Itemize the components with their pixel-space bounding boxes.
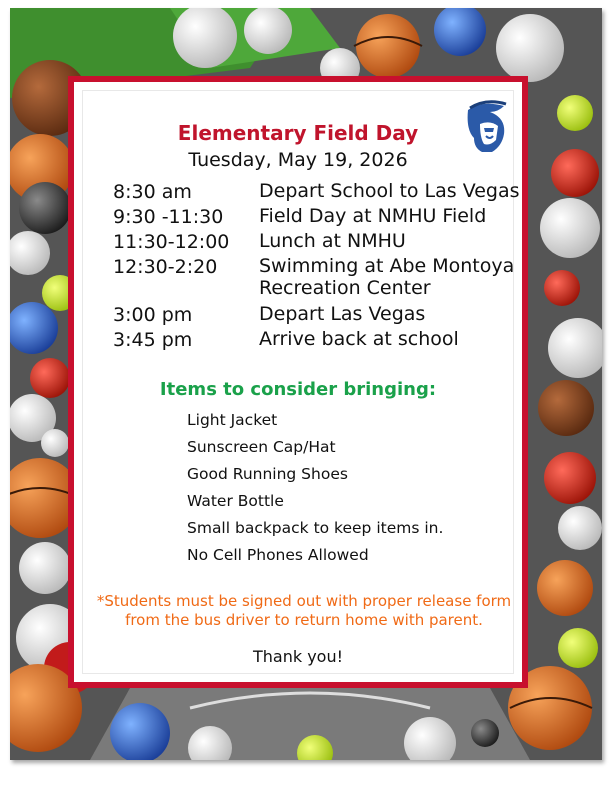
event-date: Tuesday, May 19, 2026 (188, 149, 408, 171)
list-item: Small backpack to keep items in. (187, 519, 444, 537)
schedule-event: Arrive back at school (259, 328, 459, 350)
schedule-time: 8:30 am (113, 181, 192, 203)
schedule-time: 3:00 pm (113, 304, 193, 326)
schedule-event: Lunch at NMHU (259, 230, 406, 252)
schedule-row (113, 328, 533, 353)
schedule-time: 3:45 pm (113, 329, 193, 351)
schedule-time: 12:30-2:20 (113, 256, 218, 278)
list-item: No Cell Phones Allowed (187, 546, 369, 564)
list-item: Light Jacket (187, 411, 278, 429)
schedule-time: 11:30-12:00 (113, 231, 230, 253)
schedule-row (113, 230, 533, 255)
schedule-time: 9:30 -11:30 (113, 206, 224, 228)
schedule-event: Swimming at Abe Montoya Recreation Center (259, 255, 515, 299)
list-item: Good Running Shoes (187, 465, 348, 483)
items-heading: Items to consider bringing: (159, 379, 437, 400)
schedule-event: Depart Las Vegas (259, 303, 426, 325)
schedule-row (113, 255, 533, 303)
schedule-event: Field Day at NMHU Field (259, 205, 487, 227)
schedule-row (113, 303, 533, 328)
items-list (187, 408, 443, 570)
release-note: *Students must be signed out with proper release form from the bus driver to return home with parent. (96, 592, 512, 629)
list-item: Sunscreen Cap/Hat (187, 438, 336, 456)
list-item: Water Bottle (187, 492, 284, 510)
schedule-row (113, 180, 533, 205)
schedule-list (113, 180, 533, 353)
closing-text: Thank you! (252, 647, 344, 666)
schedule-row (113, 205, 533, 230)
event-title: Elementary Field Day (177, 121, 419, 145)
schedule-event: Depart School to Las Vegas (259, 180, 520, 202)
